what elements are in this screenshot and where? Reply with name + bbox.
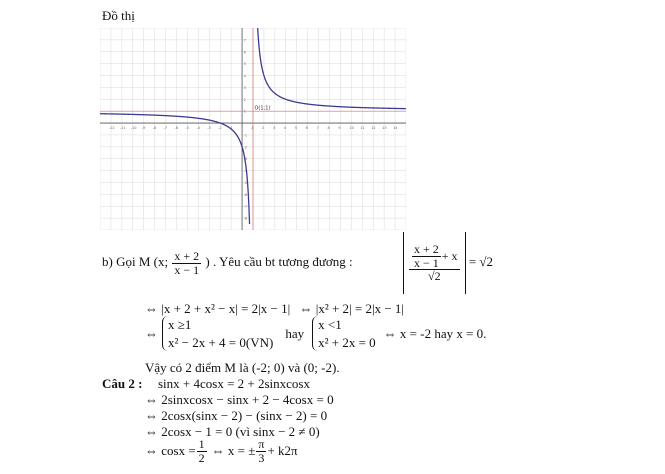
y-tick-label: -2 xyxy=(243,145,248,150)
part-b-prefix: b) Gọi M (x; xyxy=(102,254,169,270)
half-denominator: 2 xyxy=(198,450,205,465)
cosx-equals: ⇔ cosx = xyxy=(145,443,196,459)
cau2-equation: sinx + 4cosx = 2 + 2sinxcosx xyxy=(158,376,310,391)
x-tick-label: 1 xyxy=(251,126,254,131)
system-2 xyxy=(312,316,376,351)
pi-numerator: π xyxy=(258,437,265,451)
line1 xyxy=(145,301,404,317)
x-tick-label: 4 xyxy=(283,126,287,131)
y-tick-label: 3 xyxy=(243,85,246,90)
absolute-value xyxy=(403,232,466,294)
x-tick-label: 13 xyxy=(382,126,387,131)
cau2-label: Câu 2 : xyxy=(102,376,143,391)
x-tick-label: -1 xyxy=(229,126,233,131)
y-tick-label: -7 xyxy=(243,204,248,209)
y-tick-label: -4 xyxy=(243,169,248,174)
x-tick-label: -6 xyxy=(174,126,178,131)
x-equals-pm: ⇔ x = ± xyxy=(211,443,256,459)
y-tick-label: -8 xyxy=(243,216,248,221)
y-tick-label: 4 xyxy=(243,74,246,79)
x-tick-label: 7 xyxy=(316,126,319,131)
system-2-eq: x² + 2x = 0 xyxy=(318,334,376,350)
x-tick-label: -10 xyxy=(130,126,137,131)
x-tick-label: -3 xyxy=(207,126,211,131)
x-tick-label: -2 xyxy=(218,126,222,131)
cau2-step2: ⇔ 2cosx(sinx − 2) − (sinx − 2) = 0 xyxy=(145,408,328,423)
sqrt2-denominator: √2 xyxy=(427,269,441,284)
x-tick-label: 2 xyxy=(261,126,265,131)
part-b-line xyxy=(102,250,353,276)
x-tick-label: -4 xyxy=(196,126,200,131)
y-tick-label: -1 xyxy=(243,133,248,138)
plus-k2pi: + k2π xyxy=(267,443,298,459)
line1-left: ⇔ |x + 2 + x² − x| = 2|x − 1| xyxy=(145,301,291,316)
curve-left-branch xyxy=(100,114,250,224)
function-graph xyxy=(100,28,406,230)
y-tick-label: 7 xyxy=(243,38,246,43)
half-numerator: 1 xyxy=(198,437,205,451)
conclusion: Vậy có 2 điểm M là (-2; 0) và (0; -2). xyxy=(145,360,340,375)
x-tick-label: 14 xyxy=(393,126,398,131)
cau2-step1: ⇔ 2sinxcosx − sinx + 2 − 4cosx = 0 xyxy=(145,392,334,407)
line1-right: ⇔ |x² + 2| = 2|x − 1| xyxy=(299,301,405,316)
rhs-sqrt2: = √2 xyxy=(468,253,494,269)
outer-fraction xyxy=(409,243,460,283)
line2 xyxy=(145,316,486,351)
system-1-cond: x ≥1 xyxy=(168,317,192,332)
inner-denominator: x − 1 xyxy=(414,255,439,270)
y-tick-label: 2 xyxy=(243,97,246,102)
x-tick-label: 8 xyxy=(327,126,330,131)
numerator: x + 2 xyxy=(174,249,200,263)
denominator: x − 1 xyxy=(174,262,200,277)
y-tick-label: 6 xyxy=(243,50,246,55)
y-tick-label: 5 xyxy=(243,62,246,67)
heading: Đồ thị xyxy=(102,8,135,23)
y-tick-label: -6 xyxy=(243,192,248,197)
system-2-cond: x <1 xyxy=(318,317,342,332)
line2-result: ⇔ x = -2 hay x = 0. xyxy=(383,325,487,341)
inner-numerator: x + 2 xyxy=(414,242,439,257)
fraction-pi-3 xyxy=(256,438,266,464)
x-tick-label: 12 xyxy=(371,126,376,131)
x-tick-label: -12 xyxy=(108,126,115,131)
y-tick-label: 1 xyxy=(243,109,246,114)
x-tick-label: 5 xyxy=(294,126,297,131)
hay-word: hay xyxy=(285,325,305,341)
system-1 xyxy=(162,316,273,351)
three-denominator: 3 xyxy=(258,450,265,465)
y-tick-label: -5 xyxy=(243,180,248,185)
cau2-step4 xyxy=(145,438,298,464)
y-tick-label: -3 xyxy=(243,157,248,162)
axis-label: O(1;1) xyxy=(254,105,271,112)
x-tick-label: -7 xyxy=(163,126,168,131)
x-tick-label: 3 xyxy=(272,126,276,131)
x-tick-label: 6 xyxy=(305,126,308,131)
system-1-eq: x² − 2x + 4 = 0(VN) xyxy=(168,334,274,350)
x-tick-label: 11 xyxy=(360,126,365,131)
plus-x: + x xyxy=(441,248,458,263)
inner-fraction xyxy=(412,243,441,269)
x-tick-label: -8 xyxy=(152,126,157,131)
axes xyxy=(100,28,406,230)
cau2-step3: ⇔ 2cosx − 1 = 0 (vì sinx − 2 ≠ 0) xyxy=(145,424,320,439)
x-tick-label: -11 xyxy=(119,126,126,131)
part-b-suffix: ) . Yêu cầu bt tương đương : xyxy=(205,254,353,270)
x-tick-label: -9 xyxy=(141,126,146,131)
equiv-arrow: ⇔ xyxy=(145,325,158,341)
x-tick-label: 9 xyxy=(338,126,341,131)
fraction-one-half xyxy=(197,438,207,464)
abs-expression xyxy=(403,232,493,294)
x-tick-label: -5 xyxy=(185,126,189,131)
x-tick-label: 10 xyxy=(349,126,354,131)
fraction-x2-x1 xyxy=(172,250,201,276)
